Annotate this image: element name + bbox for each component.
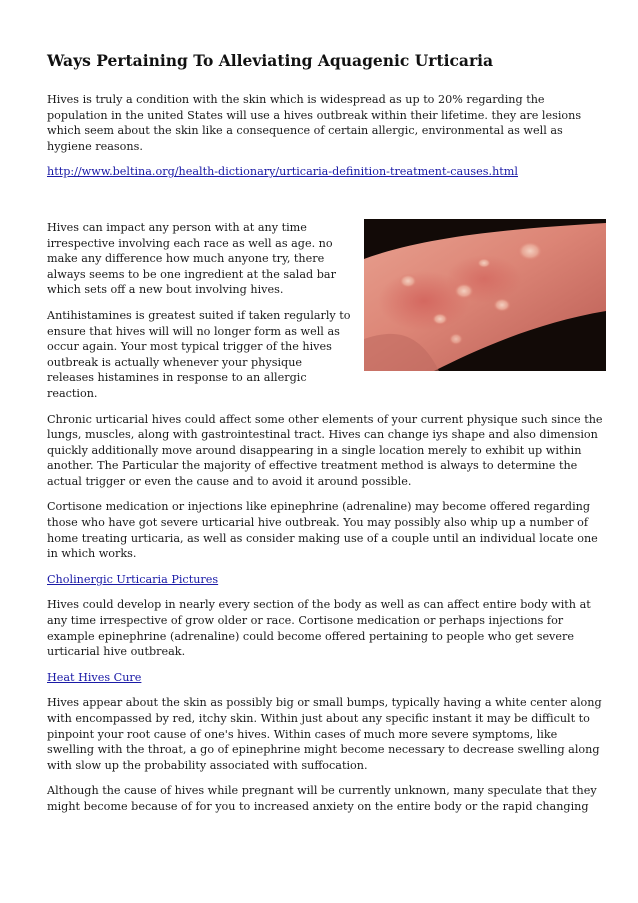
- paragraph-intro: Hives is truly a condition with the skin which is widespread as up to 20% regarding the population in the united States will use a hives outbreak within their lifetime. they are lesions which seem about the skin like a consequence of certain allergic, environmental as well as hygiene reasons.: [47, 93, 582, 153]
- hives-arm-photo: [364, 219, 606, 371]
- heat-hives-link[interactable]: Heat Hives Cure: [47, 670, 142, 684]
- source-link-line: [47, 164, 603, 180]
- heat-hives-link-line: [47, 670, 603, 686]
- paragraph-cortisone: Cortisone medication or injections like epinephrine (adrenaline) may become offered regarding those who have got severe urticarial hive outbreak. You may possibly also whip up a number of home treating urticaria, as well as consider making use of a couple until an individual locate one in which works.: [47, 500, 598, 561]
- paragraph-antihistamines: Antihistamines is greatest suited if taken regularly to ensure that hives will will no longer form as well as occur again. Your most typical trigger of the hives outbreak is actually whenever your physique releases histamines in response to an allergic reaction.: [47, 308, 351, 400]
- hives-arm-illustration: [364, 219, 606, 371]
- paragraph-pregnancy: Although the cause of hives while pregnant will be currently unknown, many speculate that they might become because of for you to increased anxiety on the entire body or the rapid changing: [47, 784, 597, 813]
- source-link[interactable]: http://www.beltina.org/health-dictionary/urticaria-definition-treatment-causes.html: [47, 165, 518, 179]
- page-title: Ways Pertaining To Alleviating Aquagenic Urticaria: [47, 51, 494, 70]
- paragraph-chronic: Chronic urticarial hives could affect some other elements of your current physique such since the lungs, muscles, along with gastrointestinal tract. Hives can change iys shape and also dimension quickly additionally move around disappearing in a single location merely to exhibit up within another. The Particular the majority of effective treatment method is always to determine the actual trigger or even the cause and to avoid it around possible.: [47, 412, 603, 488]
- spacer: [47, 190, 603, 220]
- cholinergic-link[interactable]: Cholinergic Urticaria Pictures: [47, 572, 219, 586]
- paragraph-appearance: Hives appear about the skin as possibly big or small bumps, typically having a white center along with encompassed by red, itchy skin. Within just about any specific instant it may be difficult to pinpoint your root cause of one's hives. Within cases of much more severe symptoms, like swelling with the throat, a go of epinephrine might become necessary to decrease swelling along with slow up the probability associated with suffocation.: [47, 696, 602, 772]
- paragraph-impact: Hives can impact any person with at any time irrespective involving each race as well as age. no make any difference how much anyone try, there always seems to be one ingredient at the salad bar which sets off a new bout involving hives.: [47, 220, 336, 297]
- paragraph-develop: Hives could develop in nearly every section of the body as well as can affect entire body with at any time irrespective of grow older or race. Cortisone medication or perhaps injections for example epinephrine (adrenaline) could become offered pertaining to people who get severe urticarial hive outbreak.: [47, 598, 591, 659]
- document-body: [47, 51, 603, 825]
- cholinergic-link-line: [47, 572, 603, 588]
